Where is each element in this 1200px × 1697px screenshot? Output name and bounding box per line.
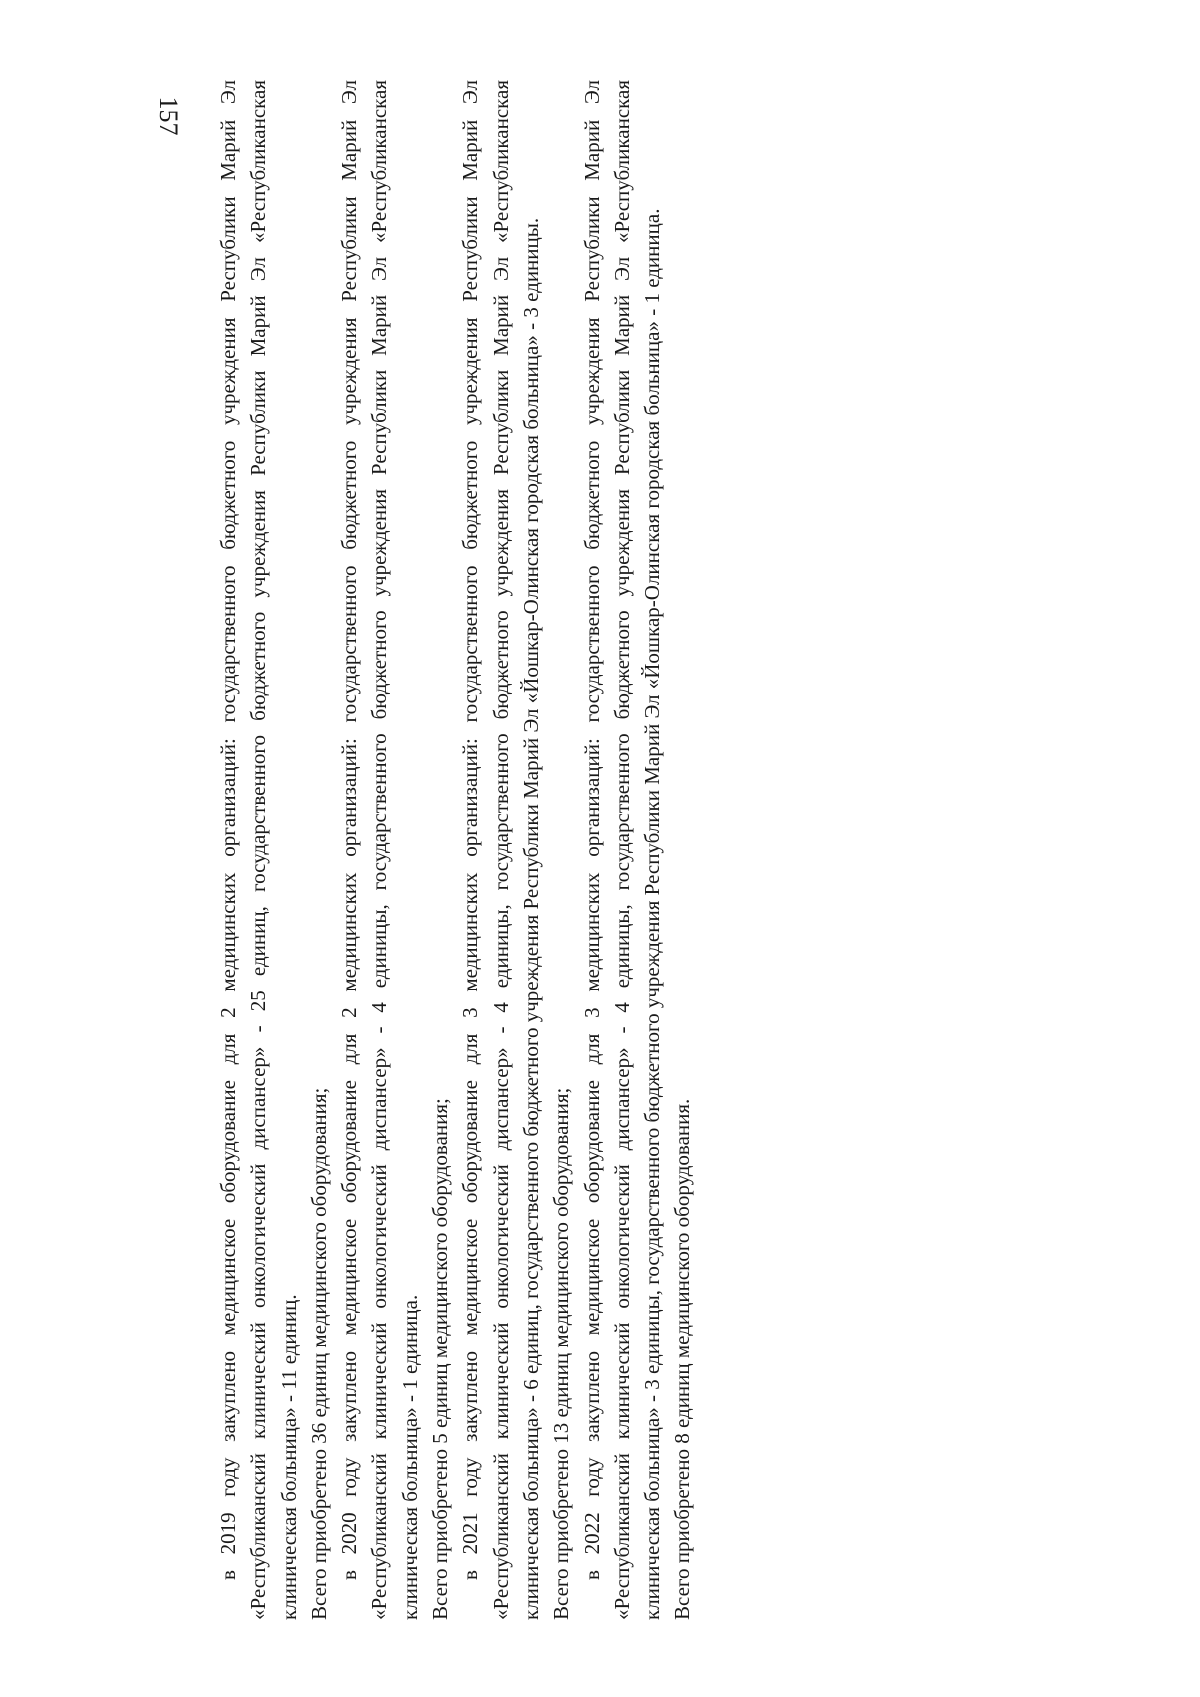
- paragraph-2022-total: Всего приобретено 8 единиц медицинского оборудования.: [670, 1098, 695, 1620]
- paragraph-2022: [577, 80, 698, 1620]
- paragraph-2019-text: в 2019 году закуплено медицинское оборудование для 2 медицинских организаций: государственного бюджетного учреждения Республики Марий Эл «Республиканский клинический онкологический диспансер» - 25 единиц, государственного бюджетного учреждения Республики Марий Эл «Республиканская клиническая больница» - 11 единиц.: [216, 80, 301, 1620]
- paragraph-2020: [334, 80, 455, 1620]
- paragraph-2019: [213, 80, 334, 1620]
- paragraph-2021-total: Всего приобретено 13 единиц медицинского оборудования;: [549, 1087, 574, 1620]
- page-number: 157: [154, 96, 183, 136]
- paragraph-2021: [455, 80, 576, 1620]
- paragraph-2021-text: в 2021 году закуплено медицинское оборудование для 3 медицинских организаций: государственного бюджетного учреждения Республики Марий Эл «Республиканский клинический онкологический диспансер» - 4 единицы, государственного бюджетного учреждения Республики Марий Эл «Республиканская клиническая больница» - 6 единиц, государственного бюджетного учреждения Республики Марий Эл «Йошкар-Олинская городская больница» - 3 единицы.: [458, 80, 543, 1620]
- paragraph-2020-total: Всего приобретено 5 единиц медицинского оборудования;: [428, 1098, 453, 1620]
- rotated-content: [213, 80, 698, 1620]
- paragraph-2022-text: в 2022 году закуплено медицинское оборудование для 3 медицинских организаций: государственного бюджетного учреждения Республики Марий Эл «Республиканский клинический онкологический диспансер» - 4 единицы, государственного бюджетного учреждения Республики Марий Эл «Республиканская клиническая больница» - 3 единицы, государственного бюджетного учреждения Республики Марий Эл «Йошкар-Олинская городская больница» - 1 единица.: [579, 80, 665, 1620]
- paragraph-2019-total: Всего приобретено 36 единиц медицинского оборудования;: [306, 1087, 331, 1620]
- paragraph-2020-text: в 2020 году закуплено медицинское оборудование для 2 медицинских организаций: государственного бюджетного учреждения Республики Марий Эл «Республиканский клинический онкологический диспансер» - 4 единицы, государственного бюджетного учреждения Республики Марий Эл «Республиканская клиническая больница» - 1 единица.: [337, 80, 422, 1620]
- body-text: [213, 80, 698, 1620]
